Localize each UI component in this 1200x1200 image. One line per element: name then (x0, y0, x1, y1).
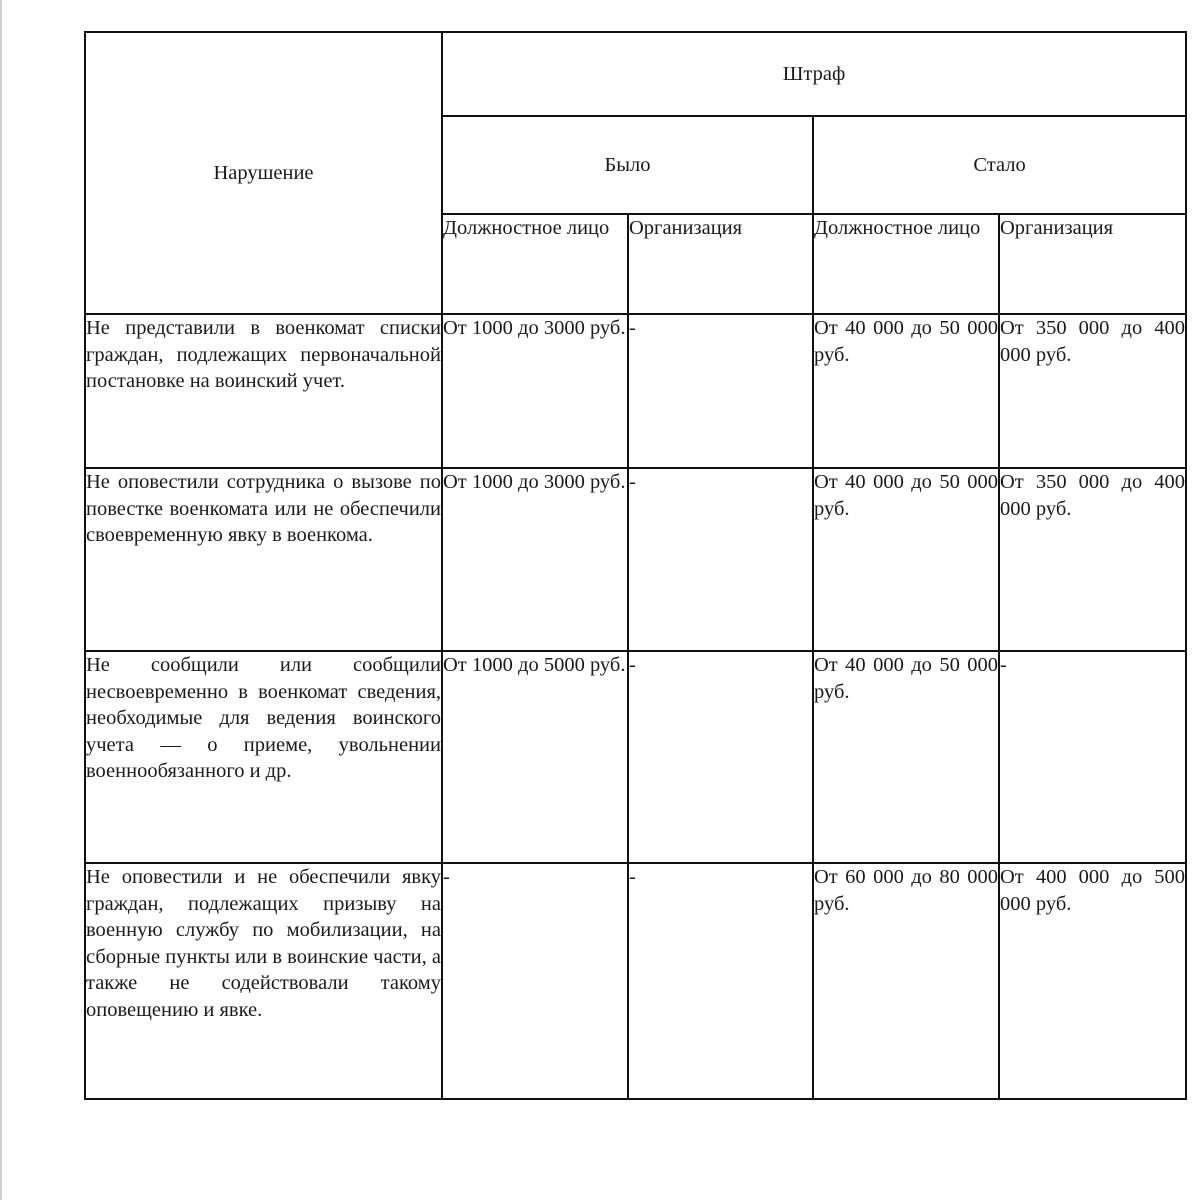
violation-cell: Не оповестили сотрудника о вызове по повестке военкомата или не обеспечили своевременную явку в военкома. (85, 468, 442, 651)
after-official-cell: От 40 000 до 50 000 руб. (813, 468, 999, 651)
violation-cell: Не оповестили и не обеспечили явку граждан, подлежащих призыву на военную службу по мобилизации, на сборные пункты или в воинские части, а также не содействовали такому оповещению и явке. (85, 863, 442, 1099)
page-edge (0, 0, 2, 1200)
violation-cell: Не сообщили или сообщили несвоевременно в военкомат сведения, необходимые для ведения воинского учета — о приеме, увольнении военнообязанного и др. (85, 651, 442, 863)
before-official-cell: От 1000 до 3000 руб. (442, 314, 628, 468)
before-organization-cell: - (628, 863, 813, 1099)
header-after: Стало (813, 116, 1186, 214)
after-official-cell: От 40 000 до 50 000 руб. (813, 314, 999, 468)
before-organization-cell: - (628, 468, 813, 651)
after-organization-cell: От 350 000 до 400 000 руб. (999, 314, 1186, 468)
header-after-organization: Организация (999, 214, 1186, 314)
before-official-cell: - (442, 863, 628, 1099)
table-header (85, 32, 1186, 314)
before-organization-cell: - (628, 651, 813, 863)
after-organization-cell: От 400 000 до 500 000 руб. (999, 863, 1186, 1099)
header-violation: Нарушение (85, 32, 442, 314)
after-official-cell: От 40 000 до 50 000 руб. (813, 651, 999, 863)
header-before-organization: Организация (628, 214, 813, 314)
violation-cell: Не представили в военкомат списки граждан, подлежащих первоначальной постановке на воинский учет. (85, 314, 442, 468)
before-official-cell: От 1000 до 3000 руб. (442, 468, 628, 651)
table-row (85, 314, 1186, 468)
after-organization-cell: - (999, 651, 1186, 863)
header-row-fine (85, 32, 1186, 116)
header-fine: Штраф (442, 32, 1186, 116)
after-official-cell: От 60 000 до 80 000 руб. (813, 863, 999, 1099)
header-before: Было (442, 116, 813, 214)
header-before-official: Должностное лицо (442, 214, 628, 314)
table-row (85, 651, 1186, 863)
table-body (85, 314, 1186, 1099)
header-after-official: Должностное лицо (813, 214, 999, 314)
table-row (85, 863, 1186, 1099)
before-official-cell: От 1000 до 5000 руб. (442, 651, 628, 863)
before-organization-cell: - (628, 314, 813, 468)
after-organization-cell: От 350 000 до 400 000 руб. (999, 468, 1186, 651)
table-row (85, 468, 1186, 651)
fines-table (84, 31, 1187, 1100)
